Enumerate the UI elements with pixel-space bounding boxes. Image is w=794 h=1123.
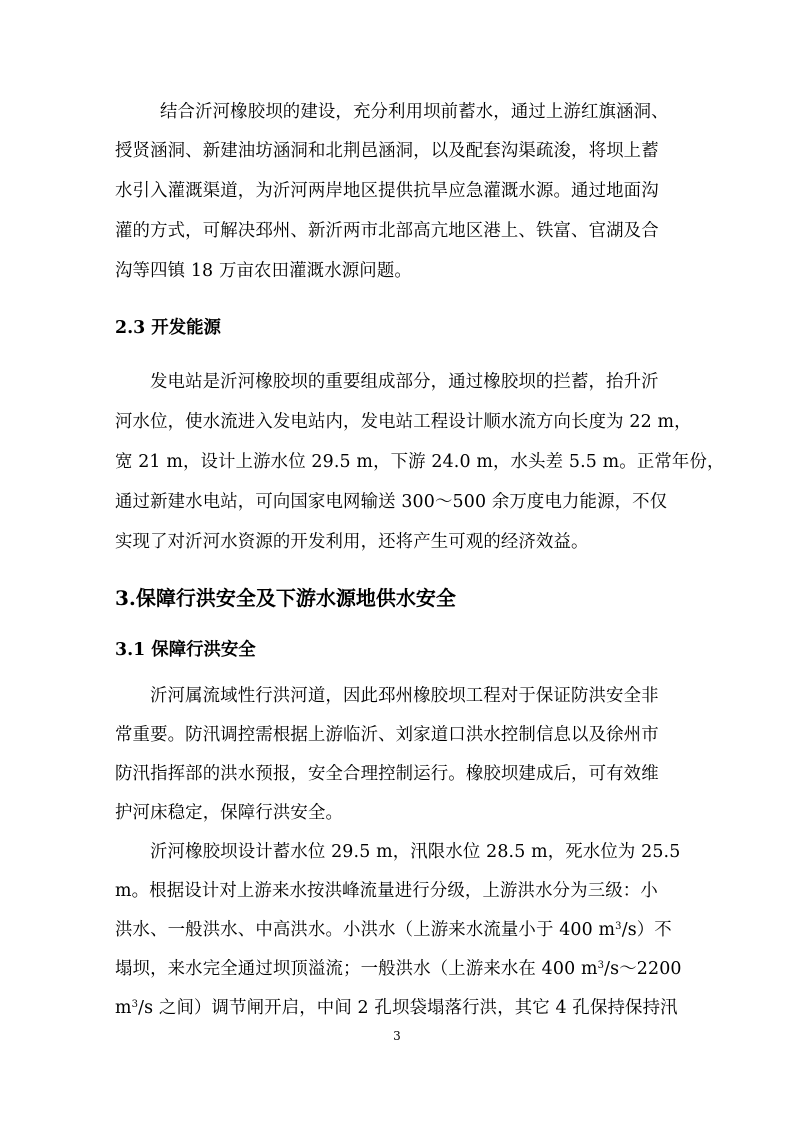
section-3-1-p1-line-4: 护河床稳定，保障行洪安全。	[115, 803, 344, 823]
intro-line-3: 水引入灌溉渠道，为沂河两岸地区提供抗旱应急灌溉水源。通过地面沟	[115, 181, 659, 201]
page-number: 3	[393, 1029, 401, 1043]
section-3-1-p1-line-1: 沂河属流域性行洪河道，因此邳州橡胶坝工程对于保证防洪安全非	[150, 686, 659, 706]
section-3-1-p2-line-4	[115, 957, 690, 981]
section-2-3-line-4: 通过新建水电站，可向国家电网输送 300～500 余万度电力能源，不仅	[115, 492, 668, 512]
section-3-1-p2-line-2: m。根据设计对上游来水按洪峰流量进行分级，上游洪水分为三级：小	[115, 881, 658, 901]
section-2-3-line-3: 宽 21 m，设计上游水位 29.5 m，下游 24.0 m，水头差 5.5 m。正常年份，	[115, 452, 725, 472]
intro-line-2: 授贤涵洞、新建油坊涵洞和北荆邑涵洞，以及配套沟渠疏浚，将坝上蓄	[115, 141, 659, 161]
intro-line-1: 结合沂河橡胶坝的建设，充分利用坝前蓄水，通过上游红旗涵洞、	[160, 102, 669, 122]
section-3-heading: 3.保障行洪安全及下游水源地供水安全	[115, 586, 456, 610]
p2-line-5-text: m	[115, 998, 132, 1018]
p2-line-5-superscript: 3	[131, 999, 139, 1010]
intro-line-4: 灌的方式，可解决邳州、新沂两市北部高亢地区港上、铁富、官湖及合	[115, 221, 659, 241]
section-2-3-line-2: 河水位，使水流进入发电站内，发电站工程设计顺水流方向长度为 22 m，	[115, 412, 692, 432]
section-2-3-line-1: 发电站是沂河橡胶坝的重要组成部分，通过橡胶坝的拦蓄，抬升沂	[150, 372, 659, 392]
p2-line-4-mid: /s～2200	[604, 959, 682, 979]
section-3-1-p2-line-1: 沂河橡胶坝设计蓄水位 29.5 m，汛限水位 28.5 m，死水位为 25.5	[150, 842, 681, 862]
p2-line-3-tail: /s）不	[621, 920, 672, 940]
section-3-1-p2-line-3	[115, 918, 690, 942]
p2-line-4-superscript: 3	[597, 960, 605, 971]
p2-line-3-text: 洪水、一般洪水、中高洪水。小洪水（上游来水流量小于 400 m	[115, 920, 616, 940]
p2-line-3-superscript: 3	[615, 921, 622, 932]
section-3-1-p1-line-3: 防汛指挥部的洪水预报，安全合理控制运行。橡胶坝建成后，可有效维	[115, 764, 659, 784]
section-3-1-p2-line-5	[115, 996, 690, 1020]
p2-line-5-tail: /s 之间）调节闸开启，中间 2 孔坝袋塌落行洪，其它 4 孔保持保持汛	[138, 998, 678, 1018]
section-2-3-line-5: 实现了对沂河水资源的开发利用，还将产生可观的经济效益。	[115, 532, 589, 552]
p2-line-4-text: 塌坝，来水完全通过坝顶溢流；一般洪水（上游来水在 400 m	[115, 959, 598, 979]
section-2-3-heading: 2.3 开发能源	[115, 318, 221, 338]
intro-line-5: 沟等四镇 18 万亩农田灌溉水源问题。	[115, 261, 412, 281]
section-3-1-p1-line-2: 常重要。防汛调控需根据上游临沂、刘家道口洪水控制信息以及徐州市	[115, 725, 659, 745]
section-3-1-heading: 3.1 保障行洪安全	[115, 640, 256, 660]
